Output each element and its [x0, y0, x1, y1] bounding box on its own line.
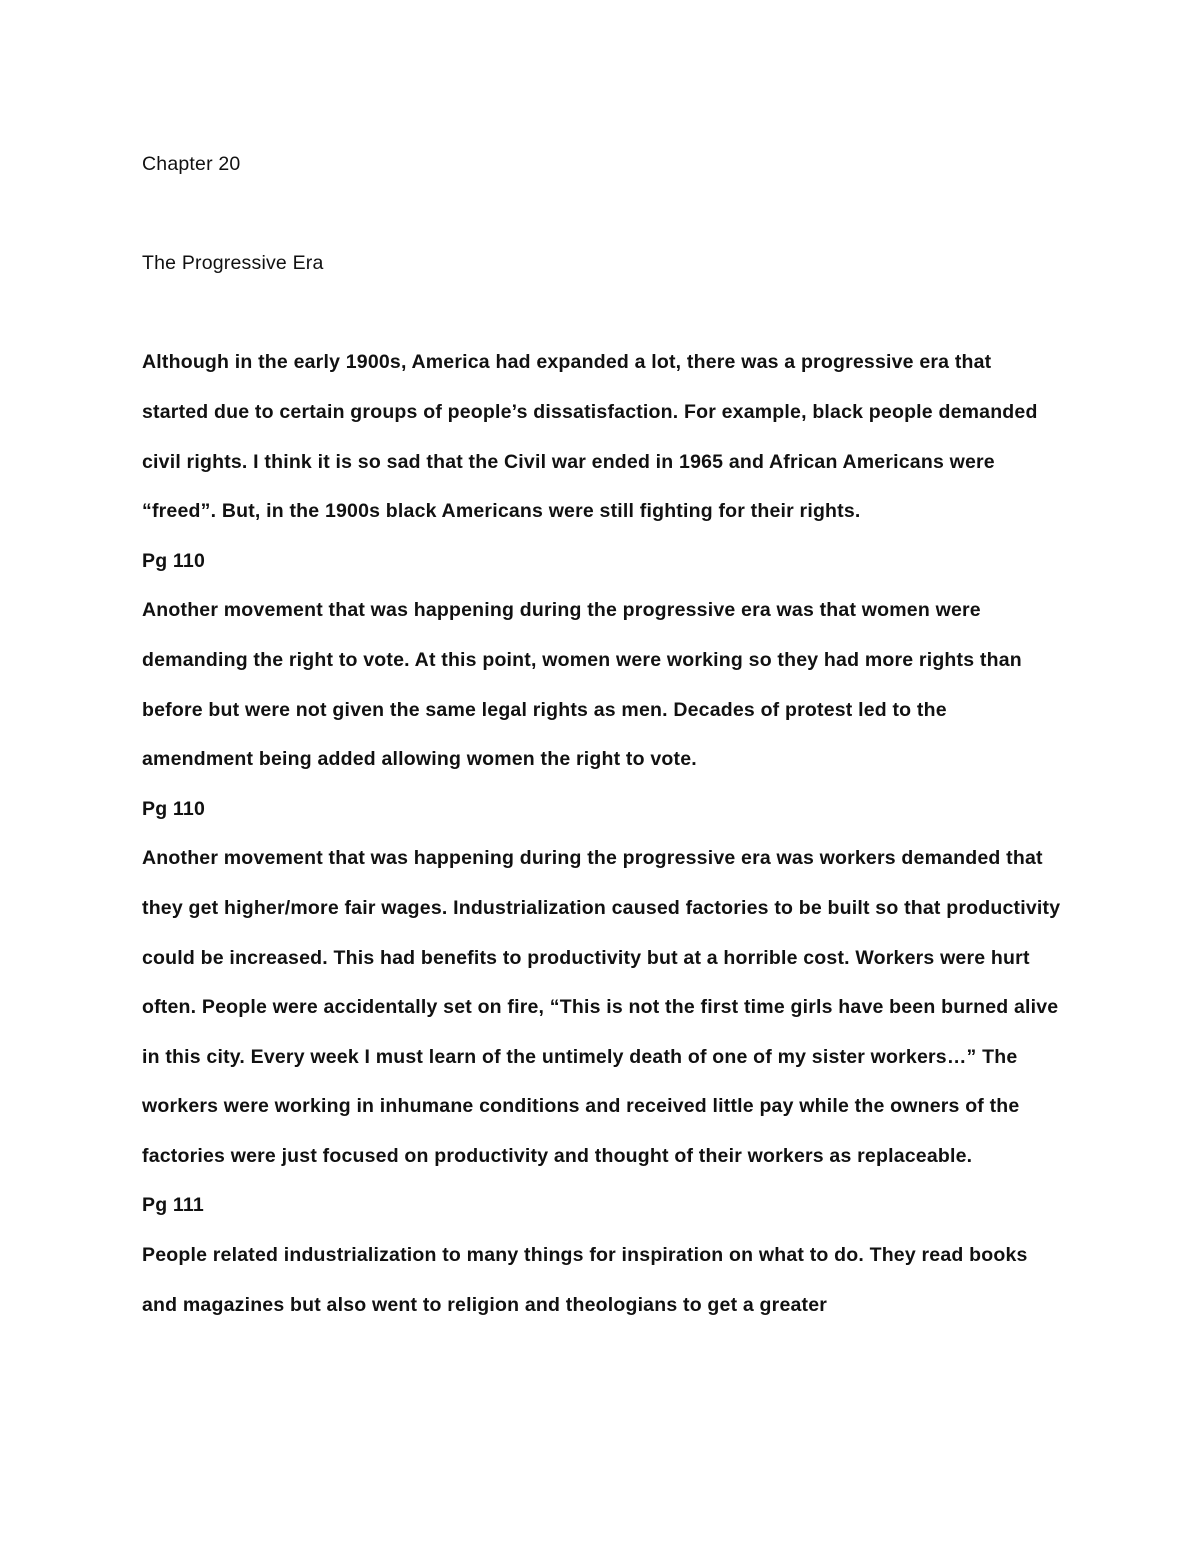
paragraph-workers-rights: Another movement that was happening during the progressive era was workers demanded that they get higher/more fair wages. Industrialization caused factories to be built so that productivity could be increased. This had benefits to productivity but at a horrible cost. Workers were hurt often. People were accidentally set on fire, “This is not the first time girls have been burned alive in this city. Every week I must learn of the untimely death of one of my sister workers…” The workers were working in inhumane conditions and received little pay while the owners of the factories were just focused on productivity and thought of their workers as replaceable.	[142, 847, 1061, 1167]
page-reference: Pg 110	[142, 549, 205, 572]
chapter-heading: Chapter 20	[142, 153, 241, 175]
document-body	[142, 140, 1062, 1330]
spacer	[142, 190, 1062, 240]
paragraph-industrialization: People related industrialization to many things for inspiration on what to do. They read books and magazines but also went to religion and theologians to get a greater	[142, 1244, 1028, 1316]
paragraph-civil-rights: Although in the early 1900s, America had expanded a lot, there was a progressive era that started due to certain groups of people’s dissatisfaction. For example, black people demanded civil rights. I think it is so sad that the Civil war ended in 1965 and African Americans were “freed”. But, in the 1900s black Americans were still fighting for their rights.	[142, 351, 1038, 523]
document-title: The Progressive Era	[142, 252, 324, 275]
spacer	[142, 289, 1062, 339]
page-reference: Pg 110	[142, 797, 205, 820]
paragraph-women-suffrage: Another movement that was happening during the progressive era was that women were demanding the right to vote. At this point, women were working so they had more rights than before but were not given the same legal rights as men. Decades of protest led to the amendment being added allowing women the right to vote.	[142, 599, 1022, 771]
page-reference: Pg 111	[142, 1194, 204, 1217]
